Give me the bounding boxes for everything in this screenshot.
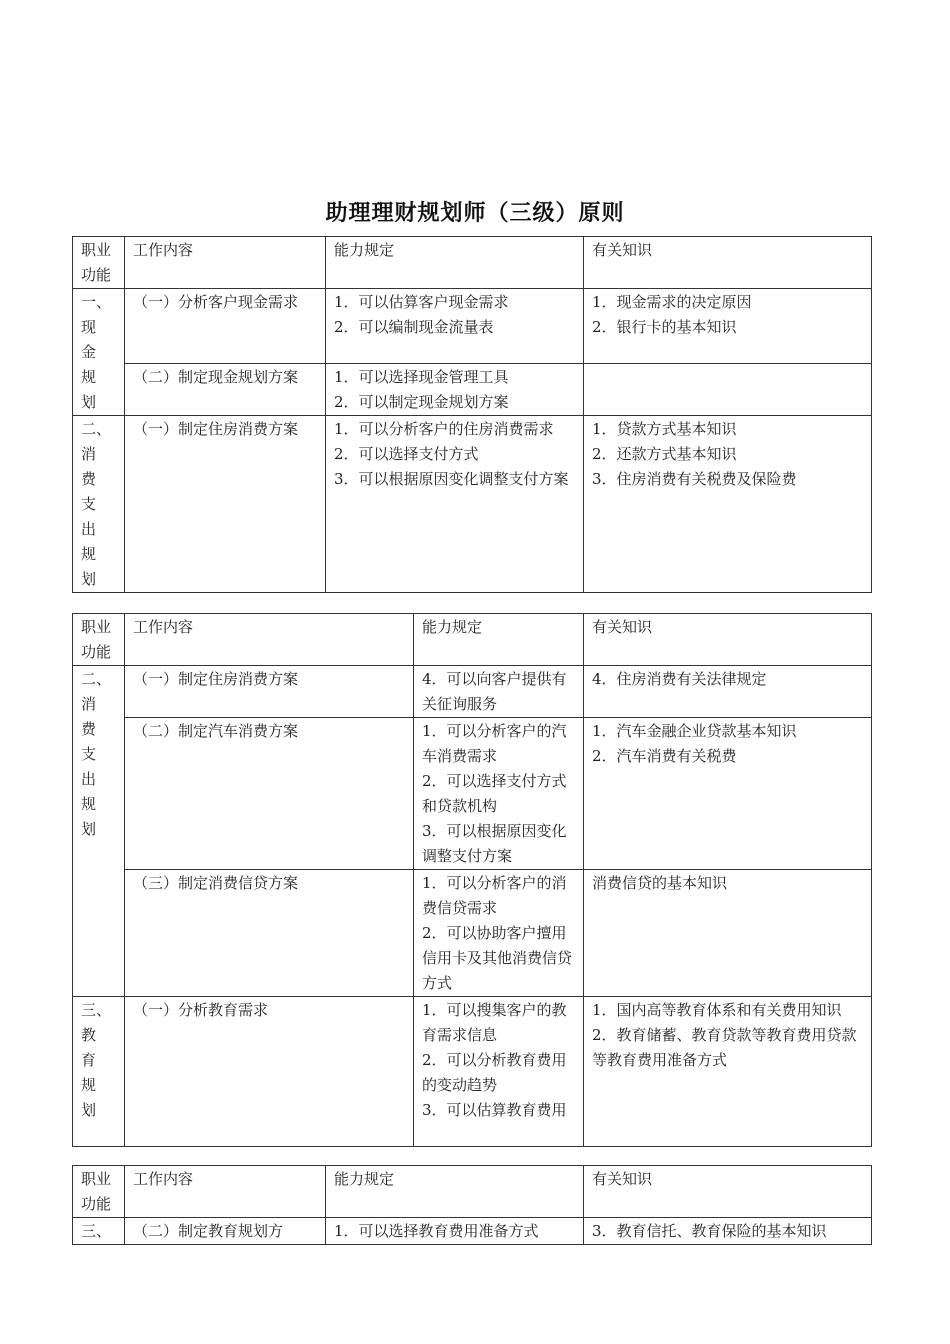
ability-cell: 1．可以分析客户的汽车消费需求 2．可以选择支付方式和贷款机构 3．可以根据原因变化调整支付方案 — [414, 718, 584, 870]
work-cell: （二）制定教育规划方 — [125, 1218, 326, 1245]
header-knowledge: 有关知识 — [584, 1166, 872, 1218]
work-cell: （二）制定汽车消费方案 — [125, 718, 414, 870]
work-cell: （一）分析客户现金需求 — [125, 289, 326, 364]
ability-cell: 1．可以选择教育费用准备方式 — [326, 1218, 584, 1245]
standards-table-1 — [72, 236, 872, 593]
ability-cell: 1．可以搜集客户的教育需求信息 2．可以分析教育费用的变动趋势 3．可以估算教育费用 — [414, 997, 584, 1147]
header-knowledge: 有关知识 — [584, 237, 872, 289]
header-knowledge: 有关知识 — [584, 614, 872, 666]
header-work: 工作内容 — [125, 1166, 326, 1218]
header-function: 职业 功能 — [73, 1166, 125, 1218]
ability-cell: 1．可以分析客户的消费信贷需求 2．可以协助客户擅用信用卡及其他消费信贷方式 — [414, 870, 584, 997]
knowledge-cell: 1．汽车金融企业贷款基本知识 2．汽车消费有关税费 — [584, 718, 872, 870]
knowledge-cell: 3．教育信托、教育保险的基本知识 — [584, 1218, 872, 1245]
function-cash-planning: 一、 现 金 规 划 — [73, 289, 125, 416]
header-work: 工作内容 — [125, 614, 414, 666]
knowledge-cell: 1．国内高等教育体系和有关费用知识 2．教育储蓄、教育贷款等教育费用贷款等教育费用准备方式 — [584, 997, 872, 1147]
ability-cell: 1．可以分析客户的住房消费需求 2．可以选择支付方式 3．可以根据原因变化调整支付方案 — [326, 416, 584, 593]
header-ability: 能力规定 — [326, 1166, 584, 1218]
ability-cell: 4．可以向客户提供有关征询服务 — [414, 666, 584, 718]
header-ability: 能力规定 — [326, 237, 584, 289]
work-cell: （一）制定住房消费方案 — [125, 416, 326, 593]
work-cell: （一）制定住房消费方案 — [125, 666, 414, 718]
knowledge-cell: 消费信贷的基本知识 — [584, 870, 872, 997]
function-consumption-planning: 二、 消 费 支 出 规 划 — [73, 666, 125, 997]
function-education-planning: 三、 教 育 规 划 — [73, 997, 125, 1147]
knowledge-cell — [584, 364, 872, 416]
function-consumption-planning: 二、 消 费 支 出 规 划 — [73, 416, 125, 593]
header-function: 职业 功能 — [73, 237, 125, 289]
knowledge-cell: 4．住房消费有关法律规定 — [584, 666, 872, 718]
knowledge-cell: 1．贷款方式基本知识 2．还款方式基本知识 3．住房消费有关税费及保险费 — [584, 416, 872, 593]
header-function: 职业 功能 — [73, 614, 125, 666]
ability-cell: 1．可以选择现金管理工具 2．可以制定现金规划方案 — [326, 364, 584, 416]
standards-table-2 — [72, 613, 872, 1147]
work-cell: （三）制定消费信贷方案 — [125, 870, 414, 997]
function-education-planning: 三、 — [73, 1218, 125, 1245]
work-cell: （一）分析教育需求 — [125, 997, 414, 1147]
header-ability: 能力规定 — [414, 614, 584, 666]
ability-cell: 1．可以估算客户现金需求 2．可以编制现金流量表 — [326, 289, 584, 364]
standards-table-3 — [72, 1165, 872, 1245]
header-work: 工作内容 — [125, 237, 326, 289]
document-title: 助理理财规划师（三级）原则 — [325, 201, 625, 226]
knowledge-cell: 1．现金需求的决定原因 2．银行卡的基本知识 — [584, 289, 872, 364]
work-cell: （二）制定现金规划方案 — [125, 364, 326, 416]
